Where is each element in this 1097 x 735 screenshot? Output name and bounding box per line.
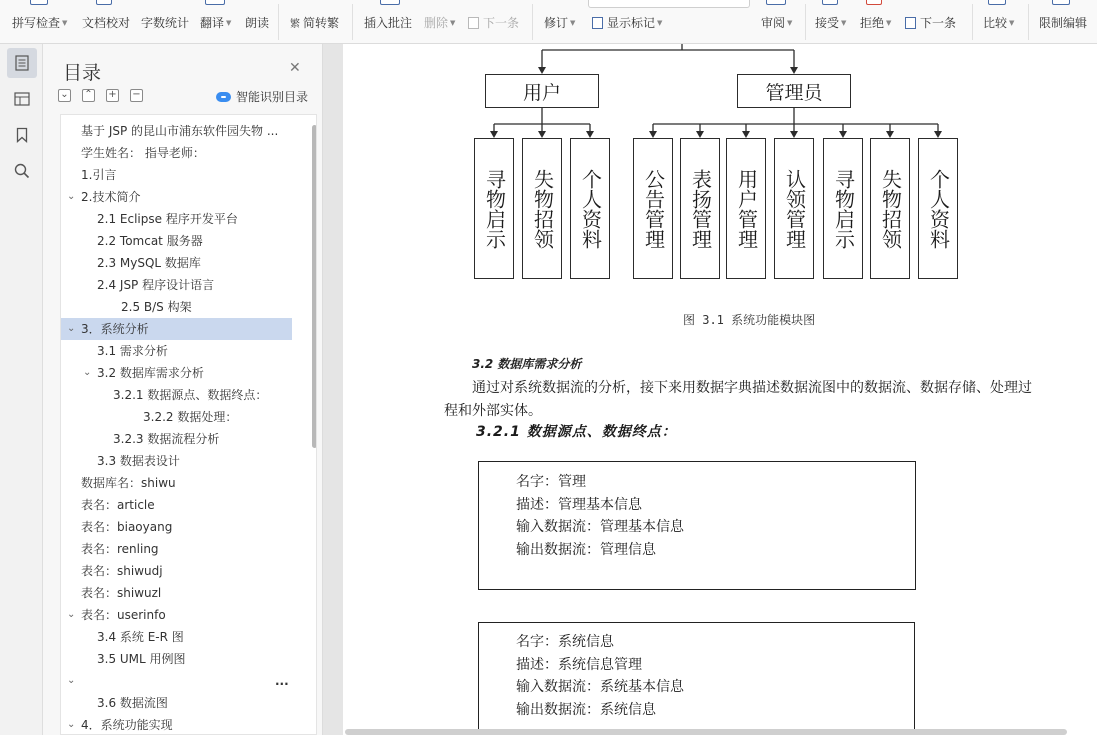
toc-item[interactable]: 数据库名：shiwu [81, 476, 176, 490]
toc-item[interactable]: 3.2 数据库需求分析 [97, 366, 204, 380]
toc-item[interactable]: 3.4 系统 E-R 图 [97, 630, 184, 644]
diagram-node-admin-child: 用户管理 [726, 138, 766, 279]
diagram-node-admin-child: 寻物启示 [823, 138, 863, 279]
dict-entry-input: 输入数据流：管理基本信息 [516, 519, 684, 535]
diagram-node-admin-child: 认领管理 [774, 138, 814, 279]
convert-icon: 繁 [290, 19, 300, 30]
smart-toc-label: 智能识别目录 [236, 90, 309, 104]
dict-entry-output: 输出数据流：管理信息 [516, 542, 656, 558]
chevron-down-icon[interactable]: ⌄ [83, 367, 92, 378]
next-change-label: 下一条 [920, 16, 957, 30]
toc-item[interactable]: 3.2.3 数据流程分析 [113, 432, 220, 446]
toc-item[interactable]: 3.6 数据流图 [97, 696, 168, 710]
toc-item[interactable]: 基于 JSP 的昆山市浦东软件园失物 ... [81, 124, 279, 138]
dict-entry-output: 输出数据流：系统信息 [516, 702, 656, 718]
diagram-node-user-child: 寻物启示 [474, 138, 514, 279]
data-dictionary-box [478, 622, 915, 735]
read-aloud-label: 朗读 [245, 16, 270, 30]
chevron-down-icon: ▼ [570, 18, 576, 27]
chevron-down-icon[interactable]: ⌄ [67, 675, 76, 686]
chevron-down-icon[interactable]: ⌄ [67, 719, 76, 730]
review-label: 审阅 [761, 16, 786, 30]
data-dictionary-box [478, 461, 916, 590]
body-paragraph-line: 通过对系统数据流的分析，接下来用数据字典描述数据流图中的数据流、数据存储、处理过 [472, 380, 1032, 396]
section-heading-3-2: 3.2 数据库需求分析 [472, 357, 582, 371]
toc-item[interactable]: 4．系统功能实现 [81, 718, 173, 732]
figure-caption: 图 3.1 系统功能模块图 [683, 313, 816, 327]
toc-item[interactable]: 学生姓名： 指导老师： [81, 146, 205, 160]
spell-check-label: 拼写检查 [12, 16, 61, 30]
toc-item[interactable]: 表名：shiwuzl [81, 586, 162, 600]
chevron-down-icon: ▼ [226, 18, 232, 27]
horizontal-scrollbar[interactable] [345, 729, 1067, 735]
chevron-down-icon: ▼ [886, 18, 892, 27]
compare-label: 比较 [983, 16, 1008, 30]
toc-item-selected[interactable]: 3．系统分析 [61, 318, 292, 340]
dict-entry-desc: 描述：管理基本信息 [516, 497, 642, 513]
chevron-down-icon: ▼ [841, 18, 847, 27]
trad-simp-label: 简转繁 [303, 16, 340, 30]
toc-item[interactable]: 表名：shiwudj [81, 564, 163, 578]
toc-item[interactable]: 2.1 Eclipse 程序开发平台 [97, 212, 238, 226]
diagram-node-user-child: 失物招领 [522, 138, 562, 279]
dict-entry-name: 名字：管理 [516, 474, 586, 490]
chevron-down-icon: ▼ [657, 18, 663, 27]
diagram-node-admin-child: 表扬管理 [680, 138, 720, 279]
dict-entry-input: 输入数据流：系统基本信息 [516, 679, 684, 695]
dict-entry-name: 名字：系统信息 [516, 634, 614, 650]
toc-item[interactable]: 3.1 需求分析 [97, 344, 168, 358]
toc-item[interactable]: 表名：renling [81, 542, 159, 556]
toc-item[interactable]: 2.4 JSP 程序设计语言 [97, 278, 215, 292]
toc-title: 目录 [63, 62, 102, 84]
reject-label: 拒绝 [860, 16, 885, 30]
delete-label: 删除 [424, 16, 449, 30]
toc-item[interactable]: 3.5 UML 用例图 [97, 652, 186, 666]
toc-item[interactable]: 表名：article [81, 498, 155, 512]
diagram-node-admin: 管理员 [737, 74, 851, 108]
chevron-down-icon: ▼ [450, 18, 456, 27]
chevron-down-icon: ▼ [1009, 18, 1015, 27]
toc-item[interactable]: 1.引言 [81, 168, 117, 182]
chevron-down-icon: ▼ [62, 18, 68, 27]
diagram-node-admin-child: 公告管理 [633, 138, 673, 279]
chevron-down-icon: ▼ [787, 18, 793, 27]
dict-entry-desc: 描述：系统信息管理 [516, 657, 642, 673]
diagram-node-admin-child: 个人资料 [918, 138, 958, 279]
section-heading-3-2-1: 3.2.1 数据源点、数据终点： [476, 424, 677, 440]
toc-item[interactable]: 2.2 Tomcat 服务器 [97, 234, 203, 248]
diagram-node-admin-child: 失物招领 [870, 138, 910, 279]
more-icon[interactable]: ... [275, 674, 289, 688]
toc-item[interactable]: 2.5 B/S 构架 [121, 300, 192, 314]
toc-item[interactable]: 2.技术简介 [81, 190, 141, 204]
chevron-down-icon[interactable]: ⌄ [67, 609, 76, 620]
show-markup-label: 显示标记 [607, 16, 656, 30]
toc-item[interactable]: 表名：userinfo [81, 608, 166, 622]
add-heading-icon[interactable]: + [106, 89, 119, 102]
restrict-edit-label: 限制编辑 [1039, 16, 1088, 30]
diagram-node-user-child: 个人资料 [570, 138, 610, 279]
diagram-node-user: 用户 [485, 74, 599, 108]
toc-item[interactable]: 3.3 数据表设计 [97, 454, 180, 468]
collapse-all-icon[interactable]: ⌄ [58, 89, 71, 102]
expand-up-icon[interactable]: ⌃ [82, 89, 95, 102]
toc-item[interactable]: 3.2.2 数据处理： [143, 410, 238, 424]
close-icon[interactable]: ✕ [289, 60, 301, 76]
insert-comment-label: 插入批注 [364, 16, 413, 30]
track-changes-label: 修订 [544, 16, 569, 30]
translate-label: 翻译 [200, 16, 225, 30]
chevron-down-icon[interactable]: ⌄ [67, 323, 76, 334]
next-comment-label: 下一条 [483, 16, 520, 30]
toc-item[interactable]: 表名：biaoyang [81, 520, 173, 534]
accept-label: 接受 [815, 16, 840, 30]
chevron-down-icon[interactable]: ⌄ [67, 191, 76, 202]
word-count-label: 字数统计 [141, 16, 190, 30]
remove-heading-icon[interactable]: − [130, 89, 143, 102]
toc-item[interactable]: 3.2.1 数据源点、数据终点： [113, 388, 268, 402]
doc-proof-label: 文档校对 [82, 16, 131, 30]
toc-item[interactable]: 2.3 MySQL 数据库 [97, 256, 201, 270]
body-paragraph-line: 程和外部实体。 [444, 403, 542, 419]
